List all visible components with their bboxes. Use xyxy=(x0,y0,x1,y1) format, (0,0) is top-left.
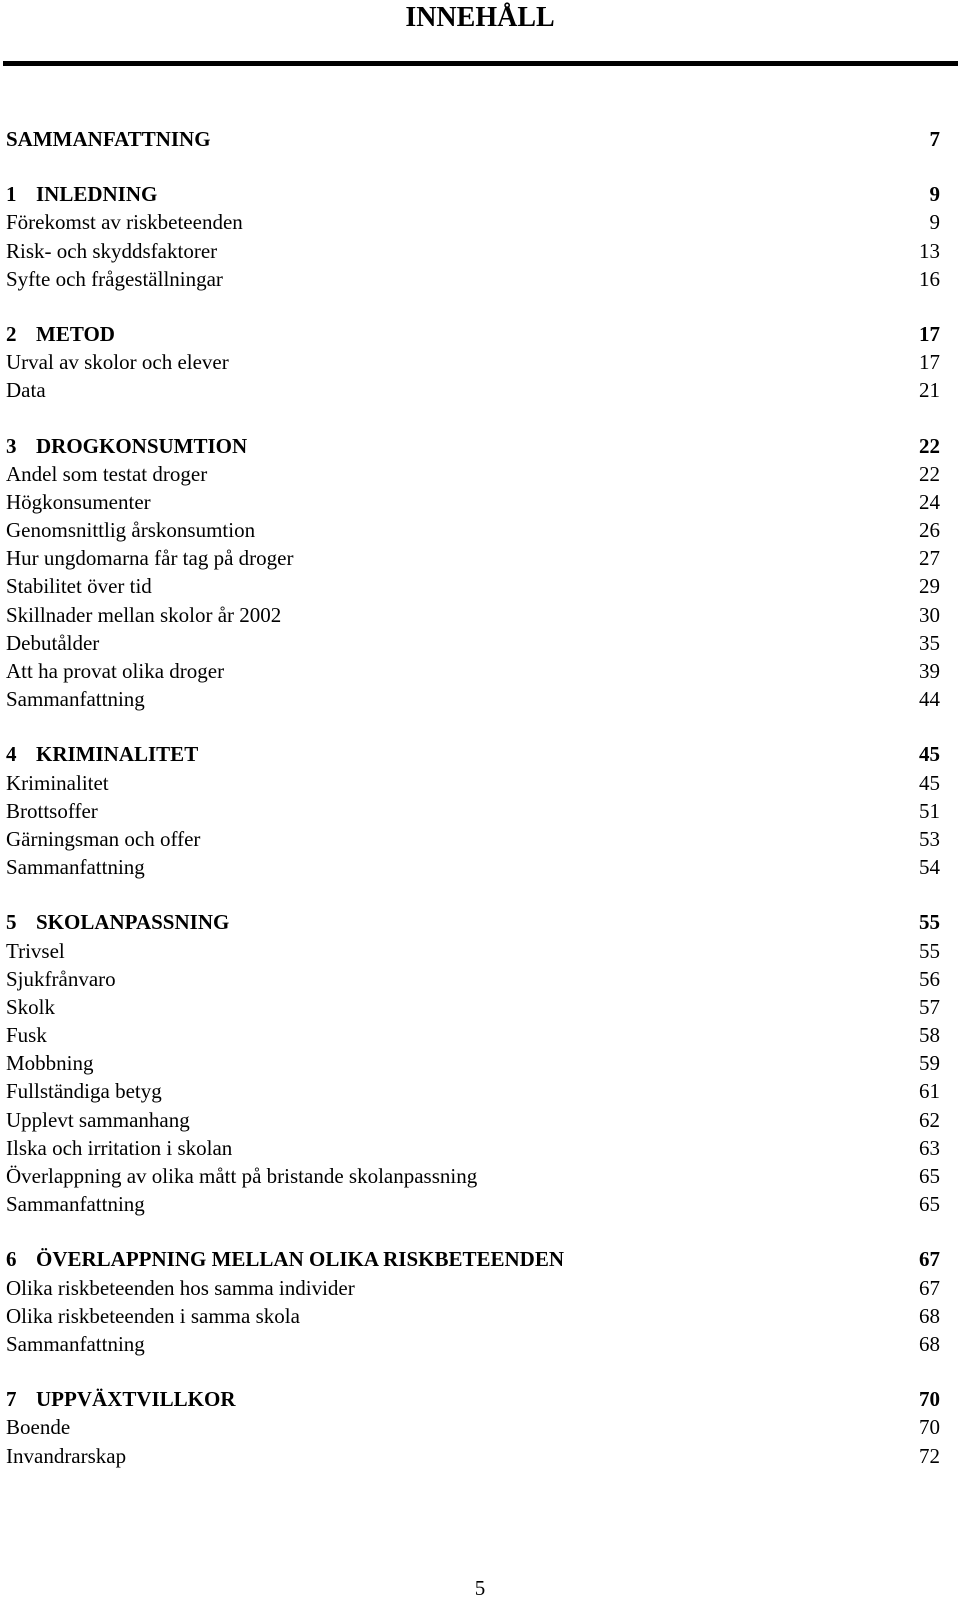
toc-section-label: Sammanfattning xyxy=(6,687,145,712)
toc-section-row xyxy=(6,237,940,265)
toc-section-row xyxy=(6,853,940,881)
toc-page-number: 7 xyxy=(929,127,940,151)
toc-page-number: 67 xyxy=(919,1275,940,1300)
toc-page-number: 62 xyxy=(919,1107,940,1132)
toc-page-number: 9 xyxy=(929,210,940,235)
toc-section-row xyxy=(6,516,940,544)
toc-section-row xyxy=(6,208,940,236)
toc-page-number: 16 xyxy=(919,266,940,291)
toc-page-number: 26 xyxy=(919,518,940,543)
toc-section-label: Förekomst av riskbeteenden xyxy=(6,210,243,235)
toc-section-row xyxy=(6,1190,940,1218)
toc-section-label: Olika riskbeteenden i samma skola xyxy=(6,1303,300,1328)
toc-section-row xyxy=(6,1302,940,1330)
toc-chapter-row xyxy=(6,180,940,208)
toc-section-label: Urval av skolor och elever xyxy=(6,350,229,375)
toc-section-row xyxy=(6,825,940,853)
page-title: INNEHÅLL xyxy=(405,2,555,33)
toc-section-row xyxy=(6,488,940,516)
toc-section-row xyxy=(6,348,940,376)
toc-section-label: Syfte och frågeställningar xyxy=(6,266,223,291)
toc-page-number: 24 xyxy=(919,489,940,514)
toc-section-row xyxy=(6,685,940,713)
toc-chapter-number: 7 xyxy=(6,1387,17,1412)
toc-section-label: Mobbning xyxy=(6,1051,94,1076)
toc-page-number: 72 xyxy=(919,1443,940,1468)
toc-page-number: 45 xyxy=(919,742,940,767)
toc-section-row xyxy=(6,376,940,404)
toc-section-label: Trivsel xyxy=(6,938,65,963)
toc-page-number: 17 xyxy=(919,350,940,375)
toc-page-number: 21 xyxy=(919,378,940,403)
toc-section-label: Sammanfattning xyxy=(6,855,145,880)
toc-page-number: 55 xyxy=(919,910,940,935)
toc-section-label: Att ha provat olika droger xyxy=(6,659,225,683)
toc-chapter-number: 4 xyxy=(6,742,17,767)
toc-page-number: 55 xyxy=(919,938,940,963)
toc-section-label: Sammanfattning xyxy=(6,1192,145,1217)
toc-section-row xyxy=(6,1330,940,1358)
toc-section-row xyxy=(6,1134,940,1162)
toc-section-label: Brottsoffer xyxy=(6,798,98,823)
toc-section-label: Stabilitet över tid xyxy=(6,574,152,599)
toc-section-row xyxy=(6,1049,940,1077)
toc-section-row xyxy=(6,1106,940,1134)
toc-section-label: Upplevt sammanhang xyxy=(6,1107,190,1132)
toc-section-row xyxy=(6,1162,940,1190)
toc-page-number: 56 xyxy=(919,966,940,991)
toc-page-number: 13 xyxy=(919,238,940,263)
toc-page-number: 59 xyxy=(919,1051,940,1076)
toc-page-number: 70 xyxy=(919,1387,940,1412)
toc-page-number: 53 xyxy=(919,826,940,851)
toc-section-row xyxy=(6,572,940,600)
toc-page-number: 17 xyxy=(919,321,940,346)
toc-section-row xyxy=(6,1274,940,1302)
toc-section-label: Data xyxy=(6,378,46,403)
toc-section-row xyxy=(6,993,940,1021)
toc-page-number: 54 xyxy=(919,855,940,880)
toc-page-number: 44 xyxy=(919,687,940,712)
table-of-contents xyxy=(6,125,940,1470)
toc-page-number: 63 xyxy=(919,1135,940,1160)
toc-section-label: Andel som testat droger xyxy=(6,461,208,486)
toc-chapter-label: SAMMANFATTNING xyxy=(6,127,211,151)
toc-page-number: 61 xyxy=(919,1079,940,1104)
toc-section-label: Överlappning av olika mått på bristande skolanpassning xyxy=(6,1164,478,1188)
toc-page-number: 22 xyxy=(919,461,940,486)
page-number: 5 xyxy=(474,1576,486,1600)
toc-chapter-row xyxy=(6,125,940,153)
toc-chapter-number: 1 xyxy=(6,182,17,207)
toc-section-label: Fusk xyxy=(6,1023,47,1048)
toc-chapter-label: METOD xyxy=(36,321,115,346)
toc-section-label: Genomsnittlig årskonsumtion xyxy=(6,518,256,543)
toc-chapter-label: KRIMINALITET xyxy=(36,742,199,767)
toc-chapter-row xyxy=(6,740,940,768)
toc-section-label: Gärningsman och offer xyxy=(6,826,201,851)
toc-section-row xyxy=(6,1021,940,1049)
toc-section-label: Sjukfrånvaro xyxy=(6,966,116,991)
toc-page-number: 57 xyxy=(919,994,940,1019)
toc-page-number: 58 xyxy=(919,1023,940,1048)
toc-section-label: Skillnader mellan skolor år 2002 xyxy=(6,602,282,627)
toc-section-label: Invandrarskap xyxy=(6,1443,127,1468)
toc-chapter-number: 3 xyxy=(6,433,17,458)
toc-section-label: Kriminalitet xyxy=(6,770,109,795)
toc-chapter-label: SKOLANPASSNING xyxy=(36,910,230,935)
toc-section-row xyxy=(6,544,940,572)
toc-chapter-label: DROGKONSUMTION xyxy=(36,433,248,458)
toc-chapter-row xyxy=(6,432,940,460)
toc-page-number: 35 xyxy=(919,630,940,655)
toc-section-label: Ilska och irritation i skolan xyxy=(6,1135,233,1160)
toc-section-row xyxy=(6,265,940,293)
toc-section-row xyxy=(6,937,940,965)
toc-page-number: 30 xyxy=(919,602,940,627)
toc-page-number: 51 xyxy=(919,798,940,823)
toc-section-row xyxy=(6,965,940,993)
toc-chapter-label: UPPVÄXTVILLKOR xyxy=(36,1387,236,1412)
toc-page-number: 9 xyxy=(929,182,940,207)
toc-page-number: 65 xyxy=(919,1192,940,1217)
toc-page-number: 68 xyxy=(919,1303,940,1328)
toc-section-row xyxy=(6,601,940,629)
toc-page-number: 68 xyxy=(919,1331,940,1356)
toc-section-row xyxy=(6,797,940,825)
toc-section-row xyxy=(6,629,940,657)
toc-page-number: 45 xyxy=(919,770,940,795)
toc-chapter-number: 6 xyxy=(6,1247,17,1272)
toc-section-label: Skolk xyxy=(6,994,56,1019)
toc-section-row xyxy=(6,1413,940,1441)
toc-page-number: 29 xyxy=(919,574,940,599)
toc-chapter-label: ÖVERLAPPNING MELLAN OLIKA RISKBETEENDEN xyxy=(36,1247,565,1272)
toc-section-label: Hur ungdomarna får tag på droger xyxy=(6,546,294,571)
toc-chapter-row xyxy=(6,320,940,348)
toc-chapter-row xyxy=(6,908,940,936)
toc-section-label: Olika riskbeteenden hos samma individer xyxy=(6,1275,355,1300)
toc-chapter-label: INLEDNING xyxy=(36,182,158,207)
toc-page-number: 39 xyxy=(919,659,940,683)
toc-section-row xyxy=(6,1077,940,1105)
toc-section-row xyxy=(6,769,940,797)
toc-section-row xyxy=(6,657,940,685)
toc-page-number: 22 xyxy=(919,433,940,458)
toc-page-number: 65 xyxy=(919,1164,940,1188)
toc-section-label: Risk- och skyddsfaktorer xyxy=(6,238,218,263)
toc-page-number: 70 xyxy=(919,1415,940,1440)
toc-section-label: Boende xyxy=(6,1415,71,1440)
toc-page-number: 67 xyxy=(919,1247,940,1272)
toc-section-label: Högkonsumenter xyxy=(6,489,151,514)
toc-chapter-number: 2 xyxy=(6,321,17,346)
toc-section-row xyxy=(6,1442,940,1470)
toc-section-row xyxy=(6,460,940,488)
toc-section-label: Fullständiga betyg xyxy=(6,1079,162,1104)
toc-chapter-row xyxy=(6,1245,940,1273)
toc-section-label: Debutålder xyxy=(6,630,100,655)
toc-chapter-row xyxy=(6,1385,940,1413)
toc-section-label: Sammanfattning xyxy=(6,1331,145,1356)
toc-chapter-number: 5 xyxy=(6,910,17,935)
toc-page-number: 27 xyxy=(919,546,940,571)
title-rule xyxy=(3,61,958,66)
